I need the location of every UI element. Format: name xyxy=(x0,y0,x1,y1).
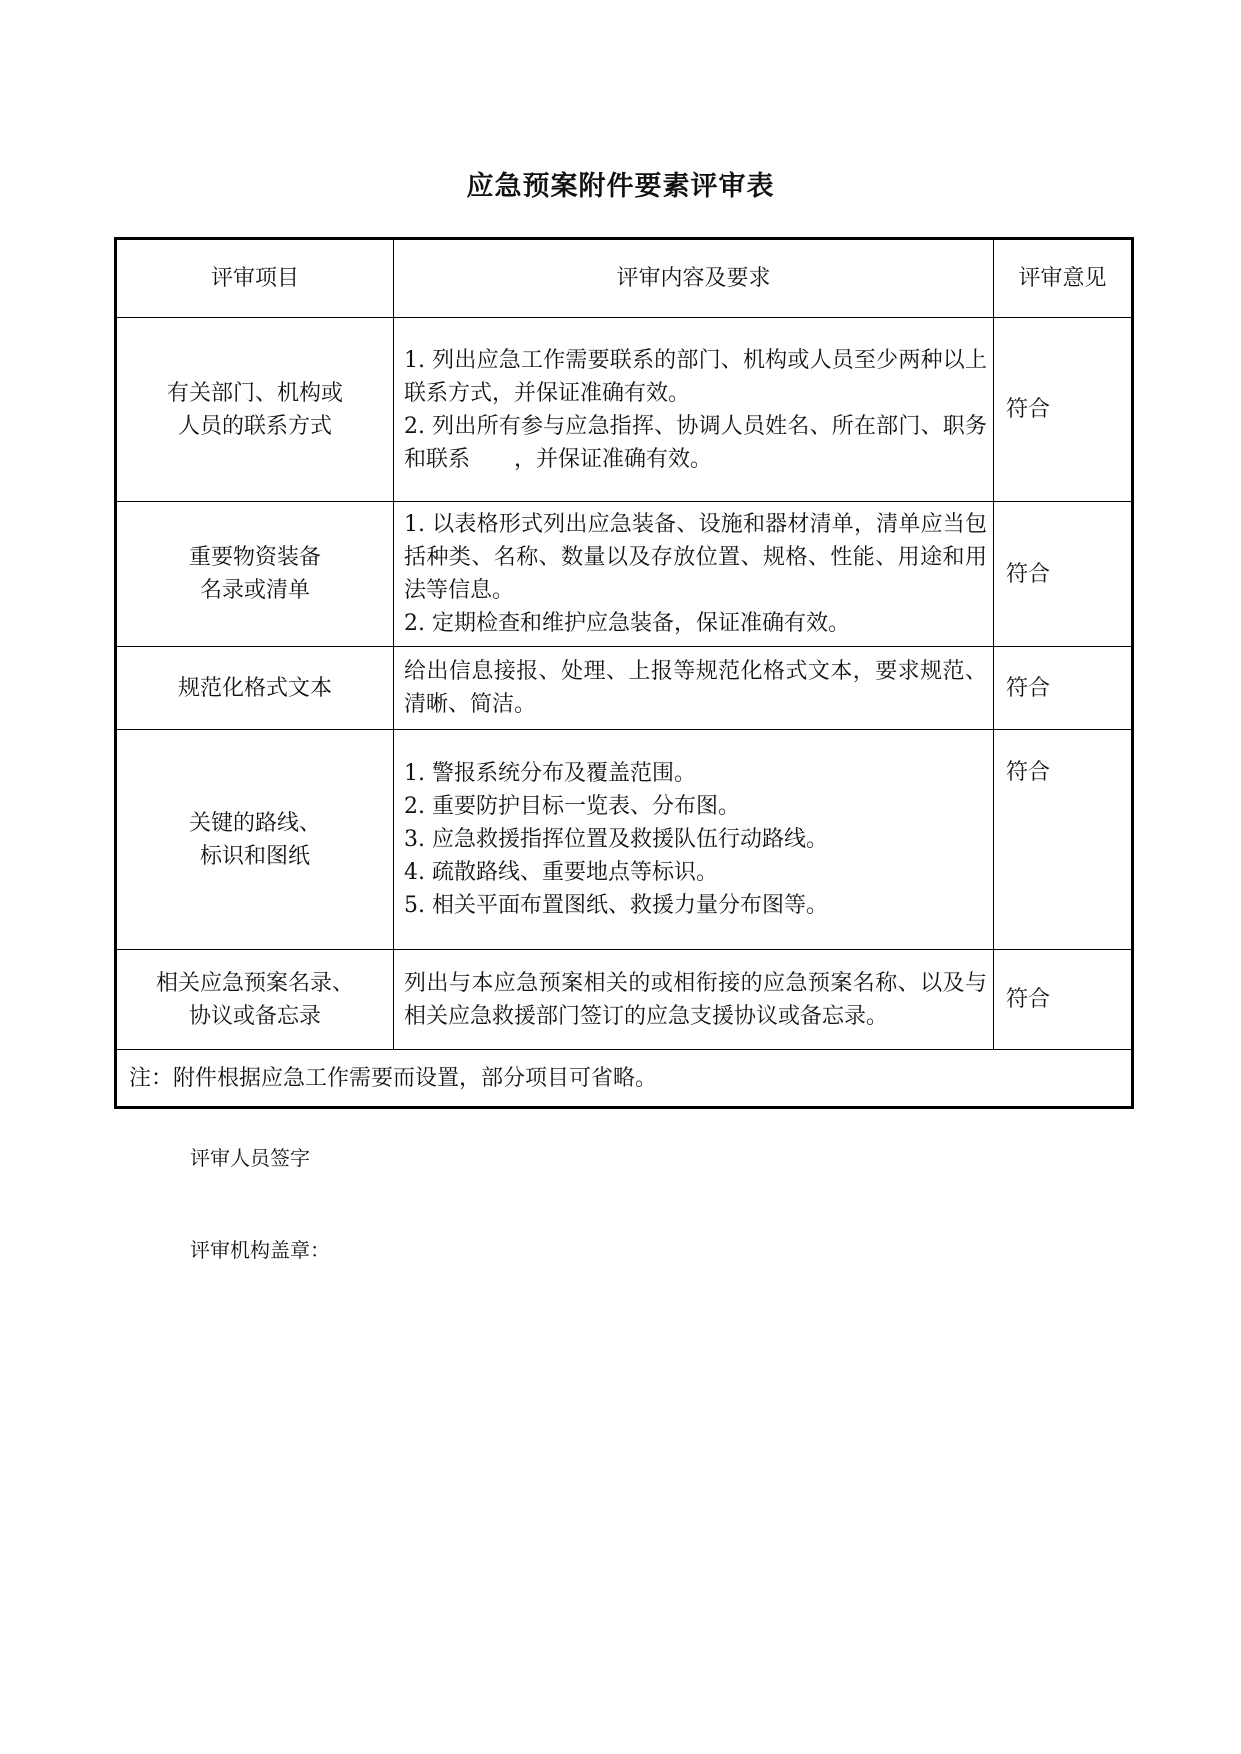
review-opinion: 符合 xyxy=(994,730,1133,950)
review-opinion: 符合 xyxy=(994,950,1133,1050)
org-seal-label: 评审机构盖章： xyxy=(190,1238,330,1262)
review-content xyxy=(394,730,994,950)
table-row xyxy=(116,318,1133,502)
item-line: 相关应急预案名录、 xyxy=(155,970,354,996)
content-line: 5. 相关平面布置图纸、救援力量分布图等。 xyxy=(404,893,828,918)
header-opinion: 评审意见 xyxy=(994,239,1133,318)
item-line: 标识和图纸 xyxy=(199,843,310,869)
review-item xyxy=(116,950,394,1050)
content-line: 2. 重要防护目标一览表、分布图。 xyxy=(404,794,740,819)
item-line: 有关部门、机构或 xyxy=(166,380,343,406)
item-line: 人员的联系方式 xyxy=(177,413,332,439)
item-line: 名录或清单 xyxy=(199,578,310,603)
content-line: 4. 疏散路线、重要地点等标识。 xyxy=(404,860,718,885)
item-line: 规范化格式文本 xyxy=(177,675,332,701)
review-item xyxy=(116,647,394,730)
content-line: 2. 定期检查和维护应急装备，保证准确有效。 xyxy=(404,611,850,636)
header-content: 评审内容及要求 xyxy=(394,239,994,318)
review-opinion: 符合 xyxy=(994,502,1133,647)
review-table xyxy=(114,237,1134,1109)
content-line: 给出信息接报、处理、上报等规范化格式文本，要求规范、清晰、简洁。 xyxy=(404,659,987,717)
table-row xyxy=(116,730,1133,950)
table-header-row xyxy=(116,239,1133,318)
content-line: 1. 警报系统分布及覆盖范围。 xyxy=(404,761,696,786)
review-content xyxy=(394,502,994,647)
table-row xyxy=(116,950,1133,1050)
review-opinion: 符合 xyxy=(994,318,1133,502)
content-line: 3. 应急救援指挥位置及救援队伍行动路线。 xyxy=(404,827,828,852)
review-opinion: 符合 xyxy=(994,647,1133,730)
table-row xyxy=(116,647,1133,730)
review-content xyxy=(394,318,994,502)
item-line: 关键的路线、 xyxy=(188,810,321,836)
review-item xyxy=(116,318,394,502)
item-line: 重要物资装备 xyxy=(188,545,321,570)
review-content xyxy=(394,950,994,1050)
table-row xyxy=(116,502,1133,647)
document-title: 应急预案附件要素评审表 xyxy=(466,171,775,202)
content-line: 1. 列出应急工作需要联系的部门、机构或人员至少两种以上联系方式，并保证准确有效。 xyxy=(404,347,987,406)
content-line: 1. 以表格形式列出应急装备、设施和器材清单，清单应当包括种类、名称、数量以及存放位置、规格、性能、用途和用法等信息。 xyxy=(404,512,987,603)
content-line: 列出与本应急预案相关的或相衔接的应急预案名称、以及与相关应急救援部门签订的应急支援协议或备忘录。 xyxy=(404,970,987,1029)
table-note-row xyxy=(116,1050,1133,1108)
review-item xyxy=(116,502,394,647)
review-item xyxy=(116,730,394,950)
review-content xyxy=(394,647,994,730)
content-line: 2. 列出所有参与应急指挥、协调人员姓名、所在部门、职务和联系 ，并保证准确有效。 xyxy=(404,413,987,472)
item-line: 协议或备忘录 xyxy=(188,1003,321,1029)
header-item: 评审项目 xyxy=(116,239,394,318)
reviewers-signature-label: 评审人员签字 xyxy=(190,1146,310,1170)
table-note: 注：附件根据应急工作需要而设置，部分项目可省略。 xyxy=(116,1050,1133,1108)
